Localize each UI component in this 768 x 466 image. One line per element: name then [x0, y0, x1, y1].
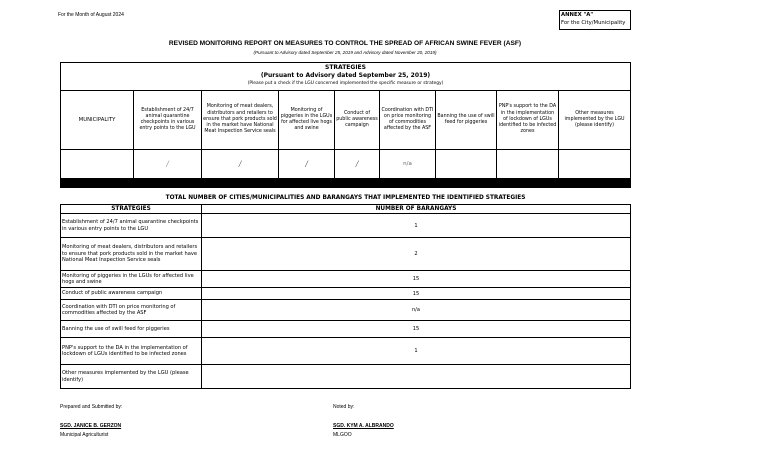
check-cell: [380, 150, 436, 178]
check-cell: [559, 150, 630, 178]
totals-table: [60, 204, 631, 389]
report-period: For the Month of August 2024: [58, 12, 124, 18]
strategy-cell: PNP's support to the DA in the implementation of lockdown of LGUs identified to be infected zones: [61, 338, 202, 365]
table-row: [61, 238, 631, 271]
count-cell: 2: [202, 238, 631, 271]
na-mark: n/a: [403, 160, 412, 167]
strategy-col-header: Conduct of public awareness campaign: [335, 91, 380, 149]
strategy-col-header: Monitoring of meat dealers, distributors and retailers to ensure that pork products sold in the market have National Meat Inspection Service seals: [202, 91, 279, 149]
separator-bar: [60, 178, 631, 188]
strategies-heading-line2: (Pursuant to Advisory dated September 25, 2019): [260, 72, 431, 79]
check-cell: [335, 150, 380, 178]
noted-label: Noted by:: [333, 404, 355, 410]
count-cell: 1: [202, 214, 631, 238]
count-cell: 15: [202, 271, 631, 288]
count-cell: 15: [202, 288, 631, 300]
table-row: [61, 321, 631, 338]
prepared-label: Prepared and Submitted by:: [60, 404, 123, 410]
check-cell: [202, 150, 279, 178]
municipality-cell: [61, 150, 134, 178]
strategy-col-header: Banning the use of swill feed for piggeries: [436, 91, 497, 149]
prepared-title: Municipal Agriculturist: [60, 432, 109, 438]
strategy-col-header: Coordination with DTI on price monitoring of commodities affected by the ASF: [380, 91, 436, 149]
table-row: [61, 214, 631, 238]
col-strategies: STRATEGIES: [61, 205, 202, 214]
col-barangays: NUMBER OF BARANGAYS: [202, 205, 631, 214]
strategy-col-header: Monitoring of piggeries in the LGUs for affected live hogs and swine: [279, 91, 335, 149]
strategy-cell: Monitoring of meat dealers, distributors and retailers to ensure that pork products sold in the market have National Meat Inspection Service seals: [61, 238, 202, 271]
table-row: [61, 288, 631, 300]
noted-title: MLGOO: [333, 432, 352, 438]
table-row: [61, 338, 631, 365]
strategy-cell: Banning the use of swill feed for piggeries: [61, 321, 202, 338]
check-mark: /: [166, 158, 169, 169]
strategies-note: (Please put a check if the LGU concerned implemented the specific measure or strategy): [247, 81, 444, 86]
totals-title: TOTAL NUMBER OF CITIES/MUNICIPALITIES AND BARANGAYS THAT IMPLEMENTED THE IDENTIFIED STRATEGIES: [165, 195, 526, 201]
check-mark: /: [355, 158, 359, 169]
noted-name: SGD. KYM A. ALBRANDO: [333, 423, 394, 429]
check-mark: /: [238, 158, 242, 169]
table-row: [61, 271, 631, 288]
strategy-col-header: PNP's support to the DA in the implementation of lockdown of LGUs identified to be infected zones: [497, 91, 559, 149]
strategy-cell: Other measures implemented by the LGU (please identify): [61, 365, 202, 389]
annex-for: For the City/Municipality: [561, 20, 626, 26]
strategy-cell: Monitoring of piggeries in the LGUs for affected live hogs and swine: [61, 271, 202, 288]
strategies-heading-line1: STRATEGIES: [325, 64, 366, 71]
check-cell: [279, 150, 335, 178]
table-row: [61, 365, 631, 389]
annex-label: ANNEX "A": [561, 12, 594, 18]
strategy-cell: Establishment of 24/7 animal quarantine checkpoints in various entry points to the LGU: [61, 214, 202, 238]
strategy-cell: Coordination with DTI on price monitoring of commodities affected by the ASF: [61, 300, 202, 321]
check-cell: [497, 150, 559, 178]
count-cell: 15: [202, 321, 631, 338]
strategies-table: [60, 62, 631, 179]
strategies-heading: [61, 64, 630, 80]
count-cell: 1: [202, 338, 631, 365]
check-mark: /: [305, 158, 308, 169]
table-row: [61, 300, 631, 321]
strategy-col-header: Other measures implemented by the LGU (please identify): [564, 110, 625, 129]
prepared-name: SGD. JANICE B. GERZON: [60, 423, 122, 429]
report-title: REVISED MONITORING REPORT ON MEASURES TO CONTROL THE SPREAD OF AFRICAN SWINE FEVER (ASF): [168, 40, 522, 47]
annex-box: [559, 10, 631, 30]
check-cell: [134, 150, 202, 178]
count-cell: n/a: [202, 300, 631, 321]
municipality-header: MUNICIPALITY: [61, 91, 134, 149]
strategy-cell: Conduct of public awareness campaign: [61, 288, 202, 300]
check-cell: [436, 150, 497, 178]
strategy-col-header: Establishment of 24/7 animal quarantine checkpoints in various entry points to the LGU: [134, 91, 202, 149]
count-cell: [202, 365, 631, 389]
report-subtitle: (Pursuant to Advisory dated September 25, 2019 and Advisory dated November 20, 2019): [253, 50, 437, 55]
